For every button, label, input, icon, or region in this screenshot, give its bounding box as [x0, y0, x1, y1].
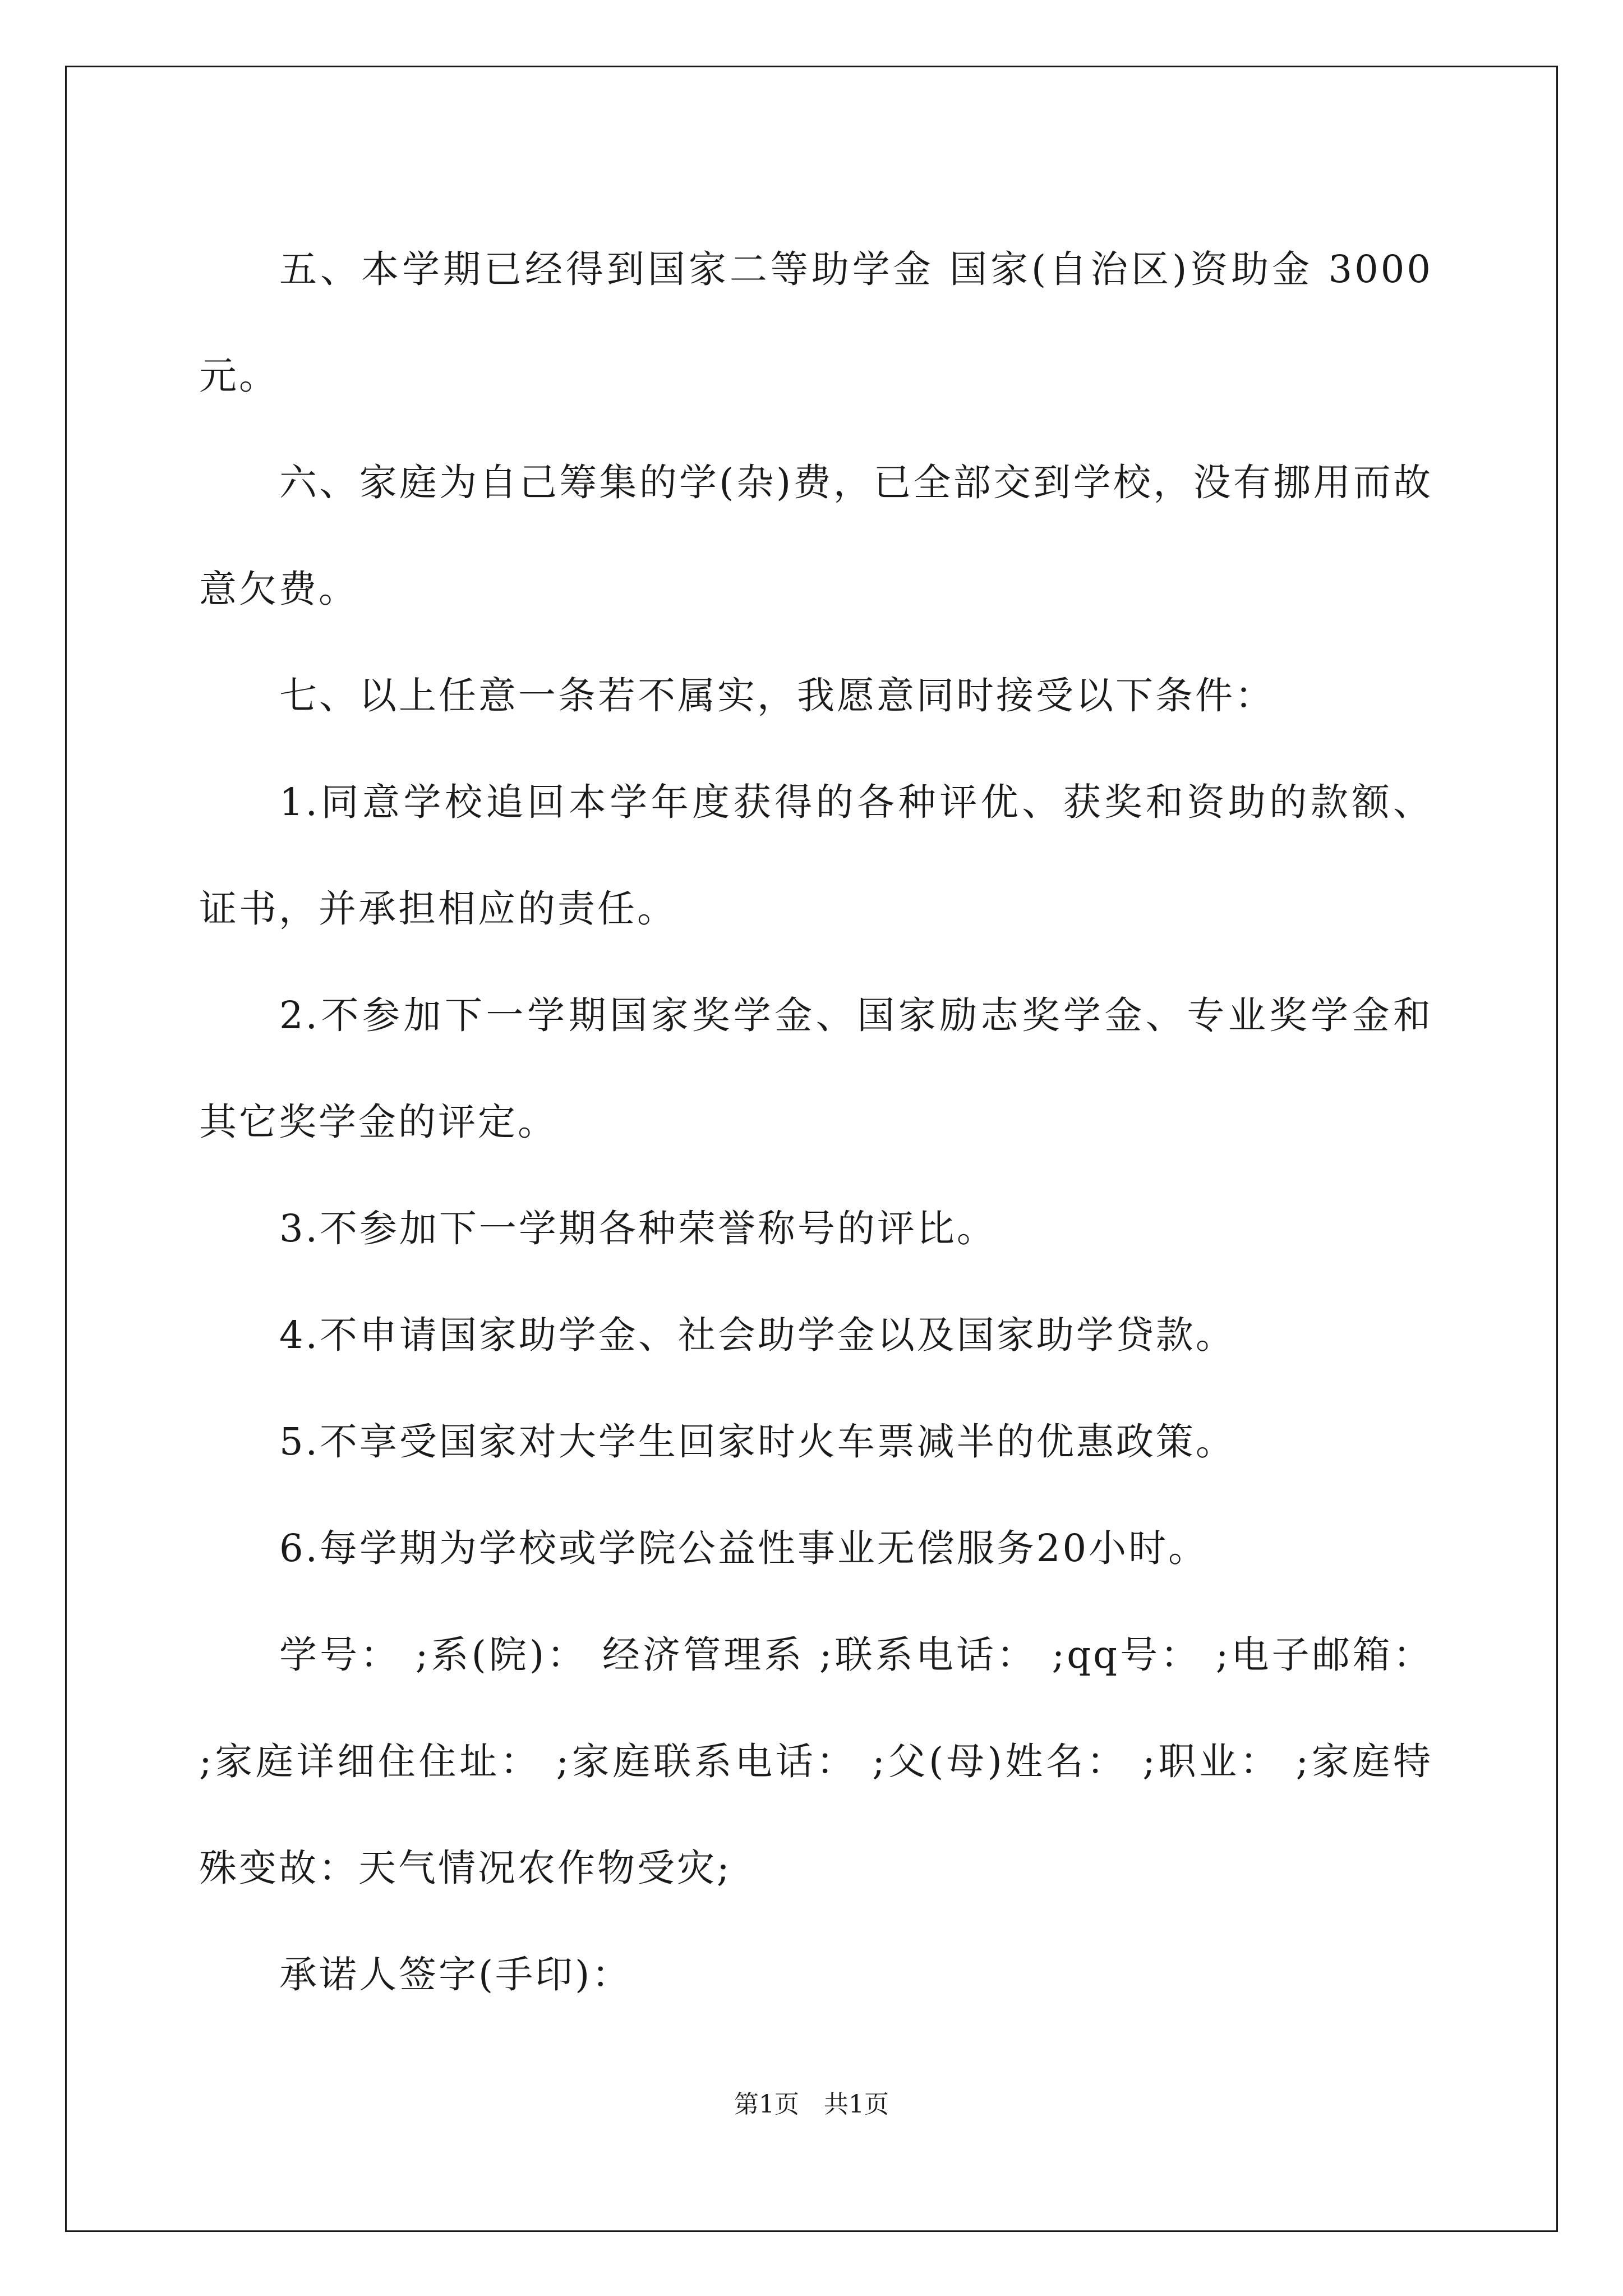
signature-line: 承诺人签字(手印)：: [279, 1953, 632, 1996]
page-number: 第1页: [734, 2090, 799, 2119]
paragraph-tuition-paid: 六、家庭为自己筹集的学(杂)费，已全部交到学校，没有挪用而故意欠费。: [199, 461, 1433, 611]
personal-info-fields: 学号： ;系(院)： 经济管理系 ;联系电话： ;qq号： ;电子邮箱： ;家庭详细住住址： ;家庭联系电话： ;父(母)姓名： ;职业： ;家庭特殊变故：天气情况农作物受灾;: [199, 1633, 1433, 1890]
condition-item-1: 1.同意学校追回本学年度获得的各种评优、获奖和资助的款额、证书，并承担相应的责任。: [199, 780, 1433, 931]
condition-item-4: 4.不申请国家助学金、社会助学金以及国家助学贷款。: [279, 1313, 1235, 1357]
condition-item-2: 2.不参加下一学期国家奖学金、国家励志奖学金、专业奖学金和其它奖学金的评定。: [199, 993, 1433, 1144]
page-total: 共1页: [824, 2090, 889, 2119]
paragraph-grant-received: 五、本学期已经得到国家二等助学金 国家(自治区)资助金 3000元。: [199, 247, 1433, 398]
condition-item-3: 3.不参加下一学期各种荣誉称号的评比。: [279, 1207, 997, 1250]
paragraph-conditions-intro: 七、以上任意一条若不属实，我愿意同时接受以下条件：: [279, 674, 1275, 717]
document-body: [199, 216, 1433, 2028]
page-footer: [0, 2084, 1623, 2120]
condition-item-5: 5.不享受国家对大学生回家时火车票减半的优惠政策。: [279, 1420, 1235, 1464]
condition-item-6: 6.每学期为学校或学院公益性事业无偿服务20小时。: [279, 1526, 1209, 1570]
